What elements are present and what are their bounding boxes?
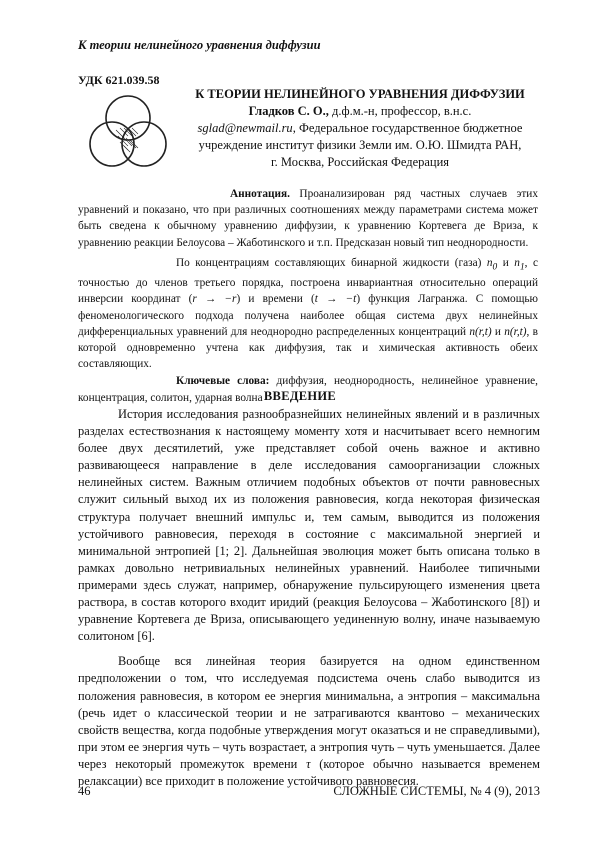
symbol-tau: τ [306,756,311,771]
abstract-p2-text-a: По концентрациям составляющих бинарной жидкости (газа) [176,256,487,269]
keywords-label: Ключевые слова: [176,375,270,388]
journal-logo [80,86,176,182]
body-p2-text-a: Вообще вся линейная теория базируется на одном единственном предположении о том, что исследуемая подсистема очень слабо выводится из положения равновесия, в котором ее энергия минимальна, а энтропия – максимальна (речь идет о классической теории и не затрагиваются квантово – механических свойств вещества, когда подобные утверждения могут оказаться и не справедливыми), при этом ее энергия чуть – чуть возрастает, а энтропия чуть – чуть уменьшается. Далее через некоторый промежуток времени [78,654,540,771]
symbol-n1-sub: 1 [519,262,525,273]
author-line [180,103,540,120]
abstract-block [78,186,538,406]
abstract-p2-and-2: и [491,325,505,338]
symbol-n0 [486,256,498,273]
abstract-p2-text-d: ) функция Лагранжа. С помощью феноменологического подхода получена наиболее общая система двух нелинейных дифференциальных уравнений для неоднородно распределенных концентраций [78,293,538,338]
symbol-n1 [514,256,525,273]
affiliation-line-1 [180,120,540,137]
body-text [78,406,540,790]
abstract-p2-text-b: , с точностью до членов третьего порядка, построена инвариантная относительно операций инверсии координат ( [78,256,538,306]
title-block [180,86,540,171]
formula-n0-rt: n(r,t) [469,325,492,338]
body-p2-text-b: (которое обычно называется временем релаксации) все приходит в положение устойчивого равновесия. [78,756,541,788]
body-paragraph-2 [78,653,540,790]
abstract-label: Аннотация. [230,188,290,200]
paper-title: К ТЕОРИИ НЕЛИНЕЙНОГО УРАВНЕНИЯ ДИФФУЗИИ [195,87,525,101]
section-title-introduction: ВВЕДЕНИЕ [263,389,337,403]
abstract-p2-text-e: , в которой одновременно учтена как диффузия, так и химическая активность обеих составляющих. [78,325,538,371]
abstract-text: Проанализирован ряд частных случаев этих уравнений и показано, что при различных соотношениях между параметрами система может быть сведена к обычному уравнению диффузии, к уравнению Кортевега де Вриза, к уравнению реакции Белоусова – Жаботинского и т.п. Предсказан новый тип неоднородности. [78,188,538,249]
author-name: Гладков С. О., [248,104,329,118]
abstract-p2-and: и [497,256,515,269]
affiliation-line-2: учреждение институт физики Земли им. О.Ю. Шмидта РАН, [198,138,522,152]
formula-r-inversion: r → −r [192,293,237,306]
author-email[interactable]: sglad@newmail.ru [197,121,293,135]
affiliation-part-1: , Федеральное государственное бюджетное [292,121,523,135]
abstract-p2-text-c: ) и времени ( [236,293,315,306]
journal-footer: СЛОЖНЫЕ СИСТЕМЫ, № 4 (9), 2013 [333,784,540,798]
page-number: 46 [78,784,91,798]
affiliation-line-3: г. Москва, Российская Федерация [270,155,450,169]
symbol-n0-base: n [486,256,493,269]
running-header: К теории нелинейного уравнения диффузии [78,38,321,52]
formula-t-inversion: t → −t [314,293,357,306]
author-credentials: д.ф.м.-н, профессор, в.н.с. [328,104,472,118]
abstract-paragraph-2 [78,255,538,373]
symbol-n1-base: n [514,256,520,269]
body-paragraph-1: История исследования разнообразнейших нелинейных явлений и в различных разделах естествознания к настоящему моменту хотя и насчитывает всего немногим более двух десятилетий, уже представляет собой очень важное и активно развивающееся направление в деле исследования самоорганизации сложных нелинейных систем. Важным отличием подобных объектов от почти равновесных служит сильный выход их из положения равновесия, когда некоторая физическая структура получает внешний импульс и, тем самым, выводится из положения устойчивого равновесия, переходя в состояние с максимальной энергией и минимальной энтропией [1; 2]. Дальнейшая эволюция может быть описана только в рамках довольно нетривиальных нелинейных уравнений. Наиболее типичными примерами здесь служат, например, обнаружение пульсирующего изменения цвета раствора, в состав которого входит иридий (реакция Белоусова – Жаботинского [8]) и уравнение Кортевега де Вриза, описывающего уединенную волну, иначе называемую солитоном [6]. [78,407,540,644]
abstract-paragraph [78,186,538,251]
keywords-text: диффузия, неоднородность, нелинейное уравнение, концентрация, солитон, ударная волна [78,375,538,404]
formula-n1-rt: n(r,t) [504,325,527,338]
symbol-n0-sub: 0 [492,262,498,273]
udk-code: УДК 621.039.58 [78,73,160,87]
